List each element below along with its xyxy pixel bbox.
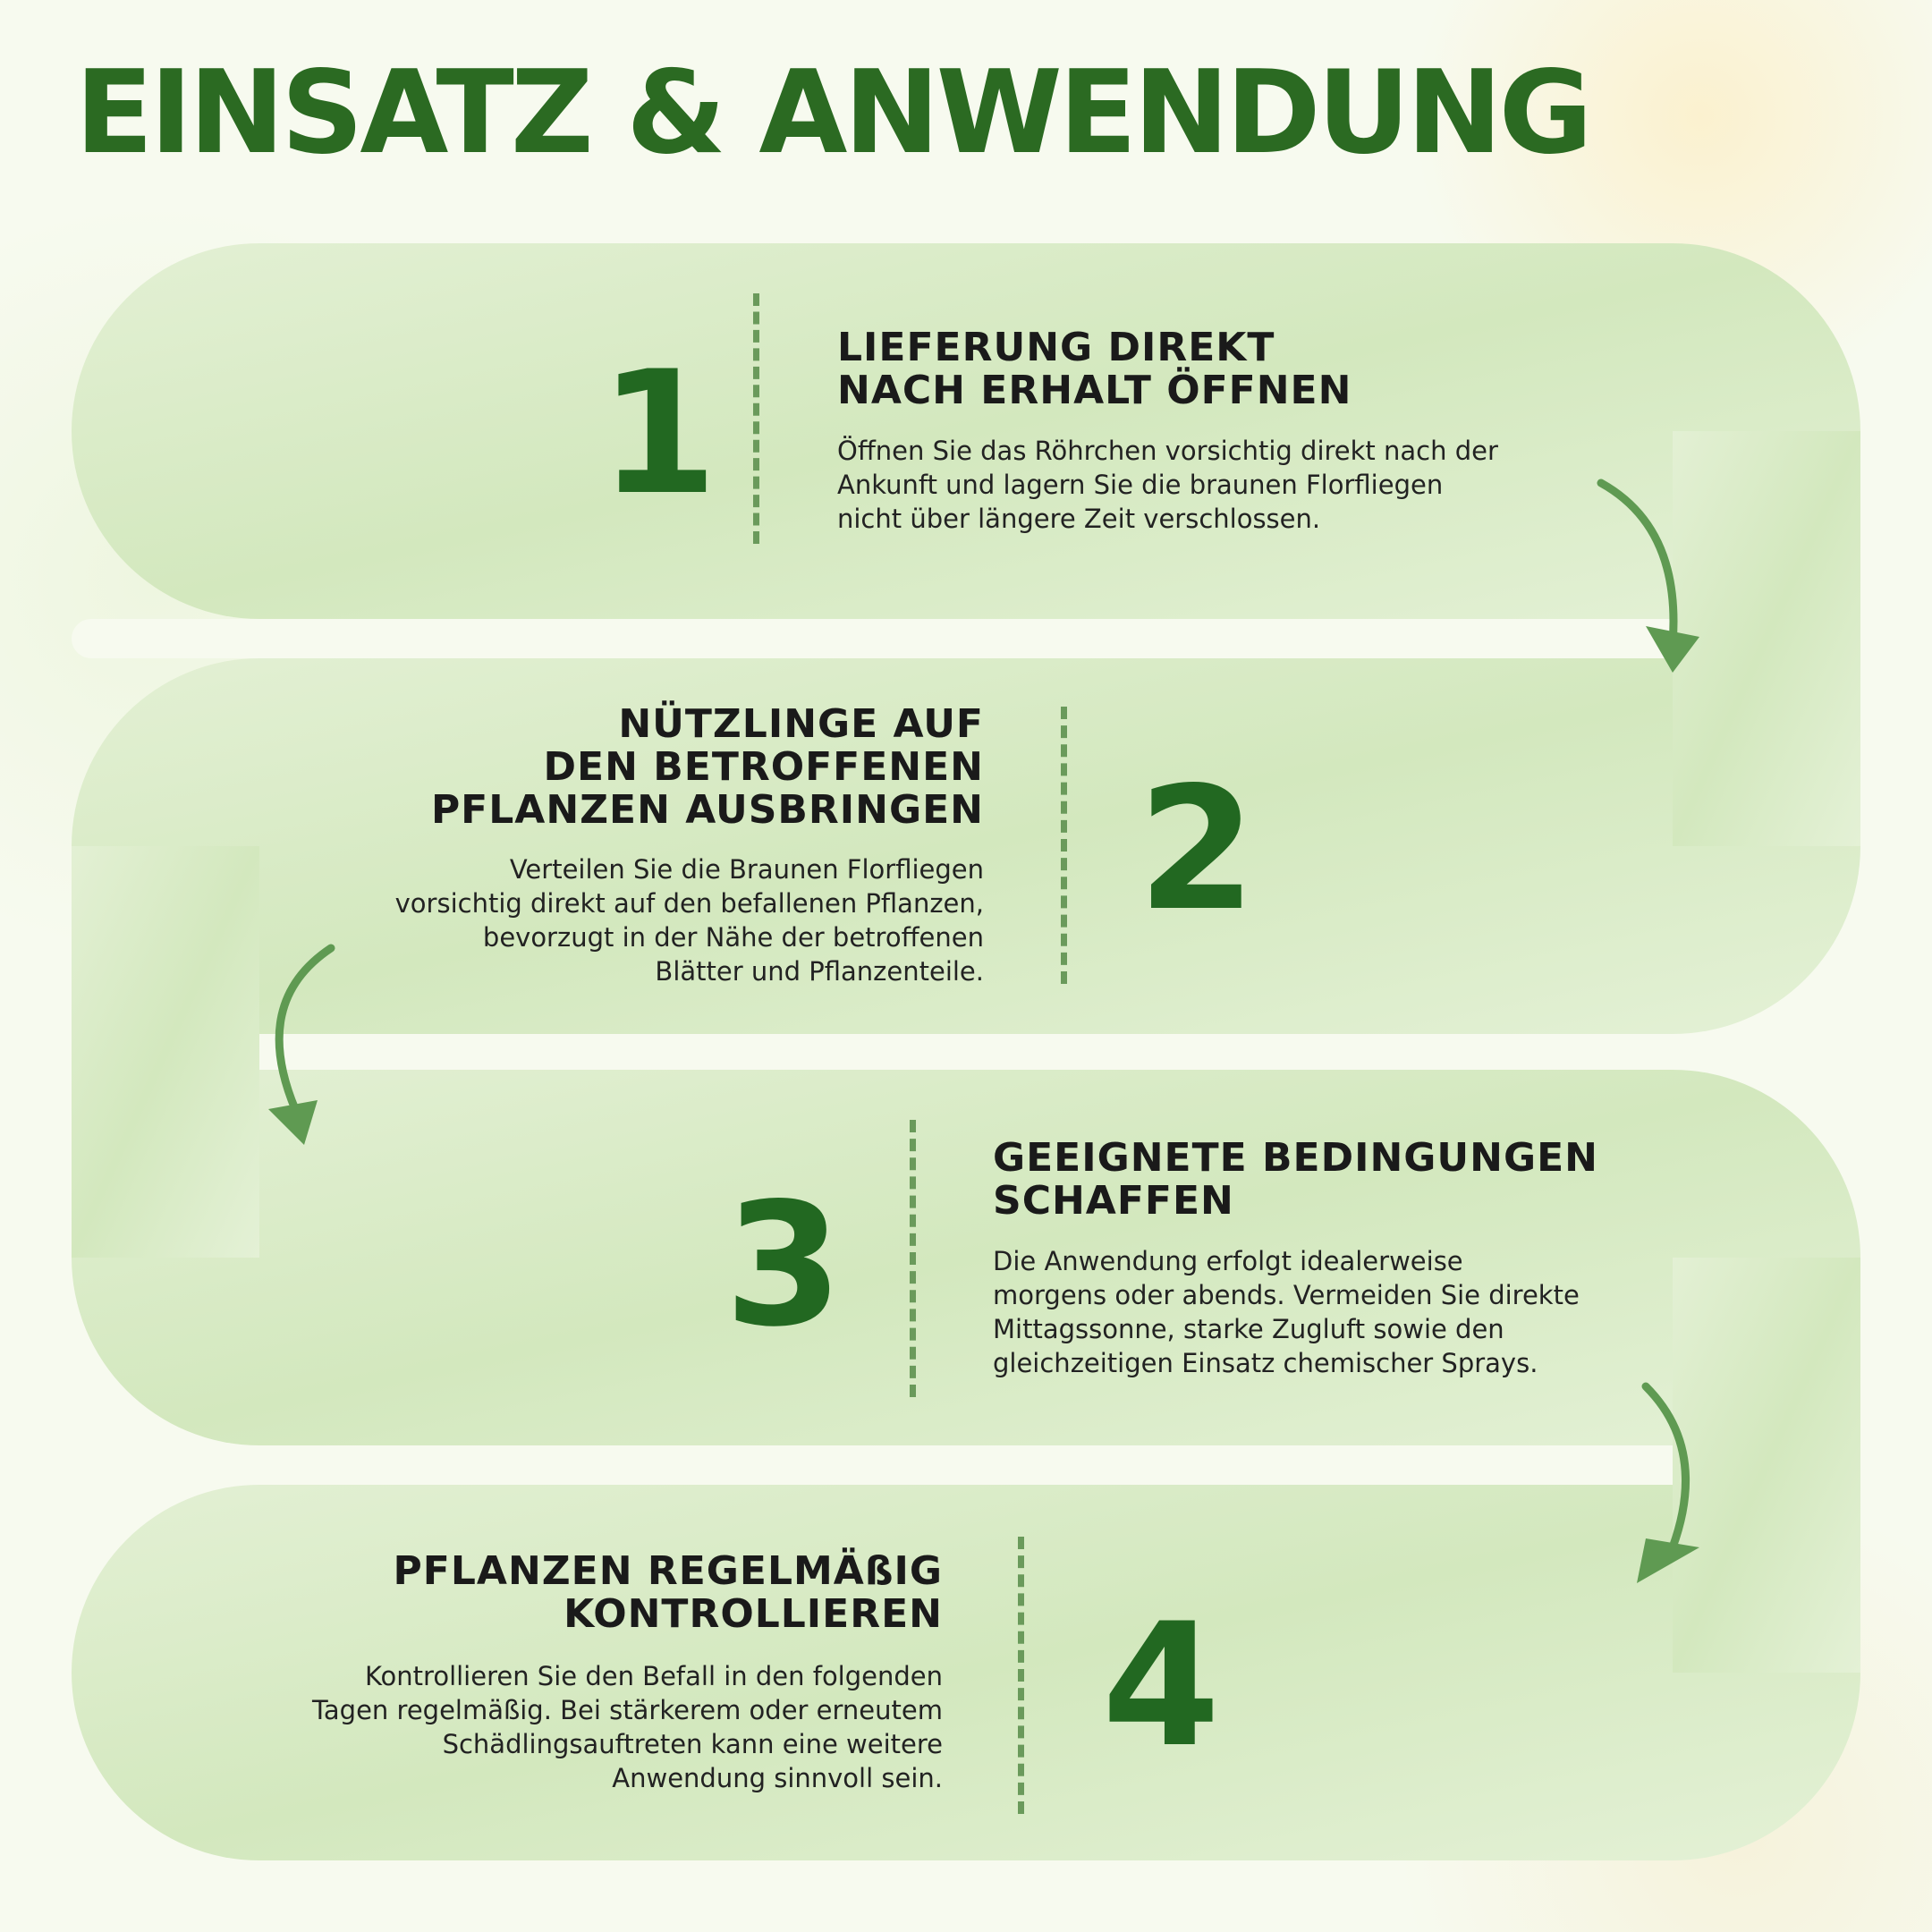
step-3-title: GEEIGNETE BEDINGUNGEN SCHAFFEN bbox=[993, 1135, 1598, 1224]
separator-3 bbox=[72, 1445, 1485, 1485]
step-1-text: Öffnen Sie das Röhrchen vorsichtig direkt nach der Ankunft und lagern Sie die braunen Florfliegen nicht über längere Zeit verschlossen. bbox=[837, 436, 1498, 534]
separator-2 bbox=[447, 1034, 1860, 1070]
step-4-text: Kontrollieren Sie den Befall in den folgenden Tagen regelmäßig. Bei stärkerem oder erneutem Schädlingsauftreten kann eine weitere Anwendung sinnvoll sein. bbox=[312, 1661, 943, 1793]
step-1-number: 1 bbox=[599, 335, 718, 532]
separator-1 bbox=[72, 619, 1485, 658]
page-title: EINSATZ & ANWENDUNG bbox=[75, 47, 1589, 180]
step-4-divider bbox=[1018, 1537, 1024, 1814]
curved-arrow-down-icon bbox=[242, 930, 385, 1163]
step-3-text: Die Anwendung erfolgt idealerweise morgens oder abends. Vermeiden Sie direkte Mittagssonne, starke Zugluft sowie den gleichzeitigen Einsatz chemischer Sprays. bbox=[993, 1246, 1580, 1378]
step-1-title: LIEFERUNG DIREKT NACH ERHALT ÖFFNEN bbox=[837, 325, 1352, 413]
step-4-title: PFLANZEN REGELMÄßIG KONTROLLIEREN bbox=[393, 1548, 943, 1637]
step-2-title: NÜTZLINGE AUF DEN BETROFFENEN PFLANZEN AUSBRINGEN bbox=[430, 701, 984, 833]
step-4-number: 4 bbox=[1102, 1587, 1221, 1784]
curved-arrow-down-icon bbox=[1619, 1368, 1762, 1601]
step-2-divider bbox=[1061, 707, 1067, 984]
step-3-divider bbox=[910, 1120, 916, 1397]
step-1-divider bbox=[753, 293, 759, 544]
curved-arrow-down-icon bbox=[1583, 465, 1726, 698]
step-2-text: Verteilen Sie die Braunen Florfliegen vorsichtig direkt auf den befallenen Pflanzen, bevorzugt in der Nähe der betroffenen Blätter und Pflanzenteile. bbox=[394, 854, 984, 987]
step-2-number: 2 bbox=[1138, 750, 1257, 948]
step-3-number: 3 bbox=[724, 1166, 843, 1364]
